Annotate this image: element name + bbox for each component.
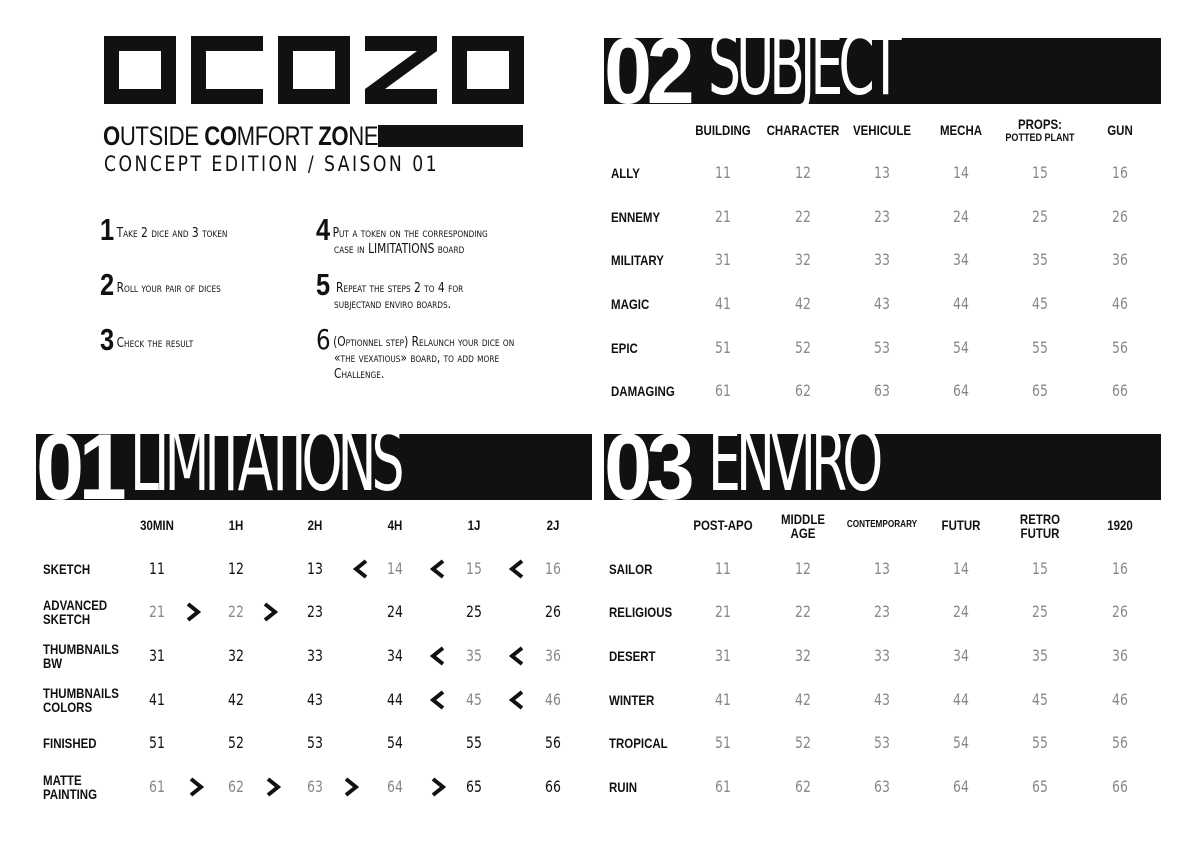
row-label-line: ENNEMY <box>611 209 661 225</box>
limitations-cell: 53 <box>307 733 323 752</box>
subject-cell: 25 <box>1032 207 1048 226</box>
section-number: 03 <box>604 414 690 519</box>
enviro-cell: 53 <box>874 733 890 752</box>
subject-cell: 15 <box>1032 163 1048 182</box>
chevron-left-icon <box>509 690 525 710</box>
limitations-row-label <box>43 598 107 626</box>
enviro-cell: 24 <box>953 602 969 621</box>
chevron-left-icon <box>509 559 525 579</box>
subject-cell: 26 <box>1112 207 1128 226</box>
enviro-cell: 36 <box>1112 646 1128 665</box>
enviro-cell: 45 <box>1032 690 1048 709</box>
chevron-right-icon <box>262 602 278 622</box>
row-label-line: WINTER <box>609 692 655 708</box>
brand-title-part: ZO <box>318 121 349 151</box>
column-header-label: BUILDING <box>695 122 751 138</box>
enviro-row-label <box>609 605 672 619</box>
row-label-line: COLORS <box>43 699 93 715</box>
enviro-cell: 51 <box>715 733 731 752</box>
row-label-line: DAMAGING <box>611 383 675 399</box>
row-label-line: MATTE <box>43 772 82 788</box>
subject-cell: 12 <box>795 163 811 182</box>
enviro-cell: 14 <box>953 559 969 578</box>
limitations-cell: 34 <box>387 646 403 665</box>
column-header-label: 2J <box>546 517 560 533</box>
enviro-cell: 12 <box>795 559 811 578</box>
subject-cell: 44 <box>953 294 969 313</box>
enviro-cell: 32 <box>795 646 811 665</box>
subject-cell: 16 <box>1112 163 1128 182</box>
enviro-cell: 55 <box>1032 733 1048 752</box>
enviro-row-label <box>609 562 652 576</box>
enviro-cell: 15 <box>1032 559 1048 578</box>
limitations-cell: 45 <box>466 690 482 709</box>
subject-cell: 11 <box>715 163 731 182</box>
enviro-cell: 46 <box>1112 690 1128 709</box>
subject-cell: 66 <box>1112 381 1128 400</box>
enviro-cell: 34 <box>953 646 969 665</box>
enviro-cell: 31 <box>715 646 731 665</box>
enviro-column-header <box>999 512 1081 540</box>
column-header-label: MECHA <box>939 122 983 138</box>
limitations-cell: 42 <box>228 690 244 709</box>
column-header-label: 2H <box>307 517 323 533</box>
subject-cell: 31 <box>715 250 731 269</box>
subject-cell: 14 <box>953 163 969 182</box>
section-number: 02 <box>604 18 690 123</box>
title-bar-decoration <box>378 125 523 147</box>
row-label-line: MILITARY <box>611 252 664 268</box>
section-title: LIMITATIONS <box>130 412 400 510</box>
limitations-cell: 22 <box>228 602 244 621</box>
limitations-column-header <box>512 518 594 532</box>
subject-row-label <box>611 341 638 355</box>
enviro-cell: 43 <box>874 690 890 709</box>
banner-subject <box>604 16 1161 123</box>
brand-title <box>103 121 378 151</box>
row-label-line: TROPICAL <box>609 735 668 751</box>
column-header-label: POST-APO <box>693 517 753 533</box>
chevron-left-icon <box>430 690 446 710</box>
enviro-column-header <box>682 518 764 532</box>
subject-cell: 13 <box>874 163 890 182</box>
subject-cell: 46 <box>1112 294 1128 313</box>
row-label-line: ADVANCED <box>43 597 108 613</box>
enviro-cell: 35 <box>1032 646 1048 665</box>
subject-cell: 41 <box>715 294 731 313</box>
chevron-right-icon <box>343 777 359 797</box>
enviro-column-header <box>762 512 844 540</box>
subject-cell: 53 <box>874 338 890 357</box>
enviro-row-label <box>609 649 656 663</box>
subject-column-header <box>999 117 1081 145</box>
row-label-line: RELIGIOUS <box>609 604 673 620</box>
column-header-label: CHARACTER <box>766 122 840 138</box>
enviro-column-header <box>1079 518 1161 532</box>
row-label-line: THUMBNAILS <box>43 685 119 701</box>
row-label-line: MAGIC <box>611 296 650 312</box>
enviro-cell: 56 <box>1112 733 1128 752</box>
column-header-label: GUN <box>1107 122 1133 138</box>
enviro-cell: 63 <box>874 777 890 796</box>
enviro-cell: 22 <box>795 602 811 621</box>
subject-cell: 22 <box>795 207 811 226</box>
subject-row-label <box>611 253 664 267</box>
enviro-cell: 62 <box>795 777 811 796</box>
chevron-left-icon <box>353 559 369 579</box>
row-label-line: EPIC <box>611 340 638 356</box>
subject-cell: 34 <box>953 250 969 269</box>
enviro-column-header <box>920 518 1002 532</box>
enviro-cell: 33 <box>874 646 890 665</box>
subject-cell: 64 <box>953 381 969 400</box>
limitations-cell: 64 <box>387 777 403 796</box>
column-header-sublabel: AGE <box>790 525 816 541</box>
subject-row-label <box>611 210 660 224</box>
limitations-cell: 46 <box>545 690 561 709</box>
step-2: 2 Roll your pair of dices <box>100 267 221 302</box>
enviro-cell: 66 <box>1112 777 1128 796</box>
enviro-cell: 54 <box>953 733 969 752</box>
limitations-cell: 52 <box>228 733 244 752</box>
enviro-cell: 25 <box>1032 602 1048 621</box>
subject-row-label <box>611 384 675 398</box>
brand-subtitle: CONCEPT EDITION / SAISON 01 <box>104 152 440 176</box>
subject-cell: 51 <box>715 338 731 357</box>
subject-row-label <box>611 297 649 311</box>
row-label-line: FINISHED <box>43 735 97 751</box>
limitations-cell: 21 <box>149 602 165 621</box>
subject-column-header <box>1079 123 1161 137</box>
limitations-row-label <box>43 736 97 750</box>
limitations-cell: 24 <box>387 602 403 621</box>
limitations-row-label <box>43 686 119 714</box>
chevron-left-icon <box>509 646 525 666</box>
row-label-line: THUMBNAILS <box>43 641 119 657</box>
limitations-column-header <box>354 518 436 532</box>
limitations-cell: 12 <box>228 559 244 578</box>
limitations-cell: 54 <box>387 733 403 752</box>
enviro-cell: 61 <box>715 777 731 796</box>
limitations-row-label <box>43 642 119 670</box>
subject-cell: 52 <box>795 338 811 357</box>
chevron-left-icon <box>430 559 446 579</box>
column-header-sublabel: FUTUR <box>1020 525 1060 541</box>
brand-title-part: UTSIDE <box>119 121 205 151</box>
enviro-cell: 16 <box>1112 559 1128 578</box>
row-label-line: PAINTING <box>43 786 98 802</box>
step-4: 4 Put a token on the corresponding case in LIMITATIONS board <box>316 212 488 257</box>
limitations-cell: 33 <box>307 646 323 665</box>
limitations-cell: 26 <box>545 602 561 621</box>
subject-cell: 36 <box>1112 250 1128 269</box>
row-label-line: SAILOR <box>609 561 653 577</box>
step-6: 6 (Optionnel step) Relaunch your dice on «the vexatious» board, to add more Challenge. <box>316 323 515 382</box>
column-header-label: VEHICULE <box>852 122 912 138</box>
row-label-line: RUIN <box>609 779 638 795</box>
limitations-cell: 11 <box>149 559 165 578</box>
limitations-row-label <box>43 773 97 801</box>
subject-cell: 23 <box>874 207 890 226</box>
subject-cell: 54 <box>953 338 969 357</box>
limitations-cell: 66 <box>545 777 561 796</box>
limitations-cell: 14 <box>387 559 403 578</box>
banner-limitations <box>36 412 592 519</box>
limitations-cell: 16 <box>545 559 561 578</box>
subject-row-label <box>611 166 640 180</box>
subject-cell: 35 <box>1032 250 1048 269</box>
subject-cell: 63 <box>874 381 890 400</box>
section-title: SUBJECT <box>708 16 897 114</box>
limitations-cell: 35 <box>466 646 482 665</box>
limitations-cell: 23 <box>307 602 323 621</box>
logo-letter-o <box>452 36 524 104</box>
subject-cell: 65 <box>1032 381 1048 400</box>
column-header-label: CONTEMPORARY <box>846 519 918 530</box>
column-header-sublabel: POTTED PLANT <box>1005 132 1075 144</box>
column-header-label: 1J <box>467 517 481 533</box>
row-label-line: SKETCH <box>43 611 91 627</box>
logo-letter-o <box>278 36 350 104</box>
enviro-cell: 44 <box>953 690 969 709</box>
brand-title-part: CO <box>204 121 237 151</box>
limitations-row-label <box>43 562 90 576</box>
brand-title-part: O <box>103 121 120 151</box>
limitations-cell: 44 <box>387 690 403 709</box>
column-header-label: MIDDLE <box>780 511 825 527</box>
subject-cell: 32 <box>795 250 811 269</box>
row-label-line: SKETCH <box>43 561 91 577</box>
logo-letter-c <box>191 36 263 104</box>
subject-column-header <box>682 123 764 137</box>
enviro-cell: 64 <box>953 777 969 796</box>
logo-letter-z <box>365 36 437 104</box>
enviro-column-header <box>841 518 923 532</box>
subject-cell: 45 <box>1032 294 1048 313</box>
subject-cell: 24 <box>953 207 969 226</box>
logo <box>104 36 524 104</box>
enviro-row-label <box>609 736 668 750</box>
step-3: 3 Check the result <box>100 322 194 357</box>
logo-letter-o <box>104 36 176 104</box>
limitations-cell: 15 <box>466 559 482 578</box>
column-header-label: 1H <box>228 517 244 533</box>
enviro-cell: 23 <box>874 602 890 621</box>
limitations-cell: 13 <box>307 559 323 578</box>
limitations-column-header <box>274 518 356 532</box>
subject-cell: 61 <box>715 381 731 400</box>
limitations-cell: 43 <box>307 690 323 709</box>
section-number: 01 <box>36 414 122 519</box>
chevron-right-icon <box>185 602 201 622</box>
section-title: ENVIRO <box>708 412 879 510</box>
step-5: 5 Repeat the steps 2 to 4 for subjectand enviro boards. <box>316 267 464 312</box>
subject-cell: 55 <box>1032 338 1048 357</box>
enviro-row-label <box>609 693 654 707</box>
subject-cell: 21 <box>715 207 731 226</box>
enviro-cell: 52 <box>795 733 811 752</box>
limitations-cell: 36 <box>545 646 561 665</box>
brand-title-part: NE <box>348 121 379 151</box>
limitations-cell: 31 <box>149 646 165 665</box>
row-label-line: ALLY <box>611 165 640 181</box>
subject-cell: 56 <box>1112 338 1128 357</box>
enviro-cell: 21 <box>715 602 731 621</box>
enviro-cell: 11 <box>715 559 731 578</box>
limitations-column-header <box>195 518 277 532</box>
chevron-right-icon <box>265 777 281 797</box>
enviro-cell: 65 <box>1032 777 1048 796</box>
enviro-cell: 41 <box>715 690 731 709</box>
subject-column-header <box>762 123 844 137</box>
limitations-column-header <box>433 518 515 532</box>
enviro-cell: 42 <box>795 690 811 709</box>
limitations-column-header <box>116 518 198 532</box>
limitations-cell: 56 <box>545 733 561 752</box>
subject-cell: 42 <box>795 294 811 313</box>
chevron-left-icon <box>430 646 446 666</box>
limitations-cell: 63 <box>307 777 323 796</box>
step-1: 1 Take 2 dice and 3 token <box>100 212 228 247</box>
chevron-right-icon <box>430 777 446 797</box>
column-header-label: 1920 <box>1107 517 1133 533</box>
brand-title-part: MFORT <box>236 121 319 151</box>
enviro-cell: 13 <box>874 559 890 578</box>
subject-cell: 33 <box>874 250 890 269</box>
chevron-right-icon <box>188 777 204 797</box>
column-header-label: 30MIN <box>140 517 174 533</box>
subject-column-header <box>841 123 923 137</box>
subject-column-header <box>920 123 1002 137</box>
limitations-cell: 61 <box>149 777 165 796</box>
limitations-cell: 55 <box>466 733 482 752</box>
enviro-cell: 26 <box>1112 602 1128 621</box>
limitations-cell: 41 <box>149 690 165 709</box>
row-label-line: DESERT <box>609 648 656 664</box>
subject-cell: 43 <box>874 294 890 313</box>
limitations-cell: 51 <box>149 733 165 752</box>
limitations-cell: 65 <box>466 777 482 796</box>
column-header-label: RETRO <box>1019 511 1061 527</box>
enviro-row-label <box>609 780 637 794</box>
column-header-label: 4H <box>387 517 403 533</box>
limitations-cell: 32 <box>228 646 244 665</box>
column-header-label: PROPS: <box>1017 116 1063 132</box>
subject-cell: 62 <box>795 381 811 400</box>
column-header-label: FUTUR <box>941 517 981 533</box>
limitations-cell: 25 <box>466 602 482 621</box>
limitations-cell: 62 <box>228 777 244 796</box>
row-label-line: BW <box>43 655 63 671</box>
